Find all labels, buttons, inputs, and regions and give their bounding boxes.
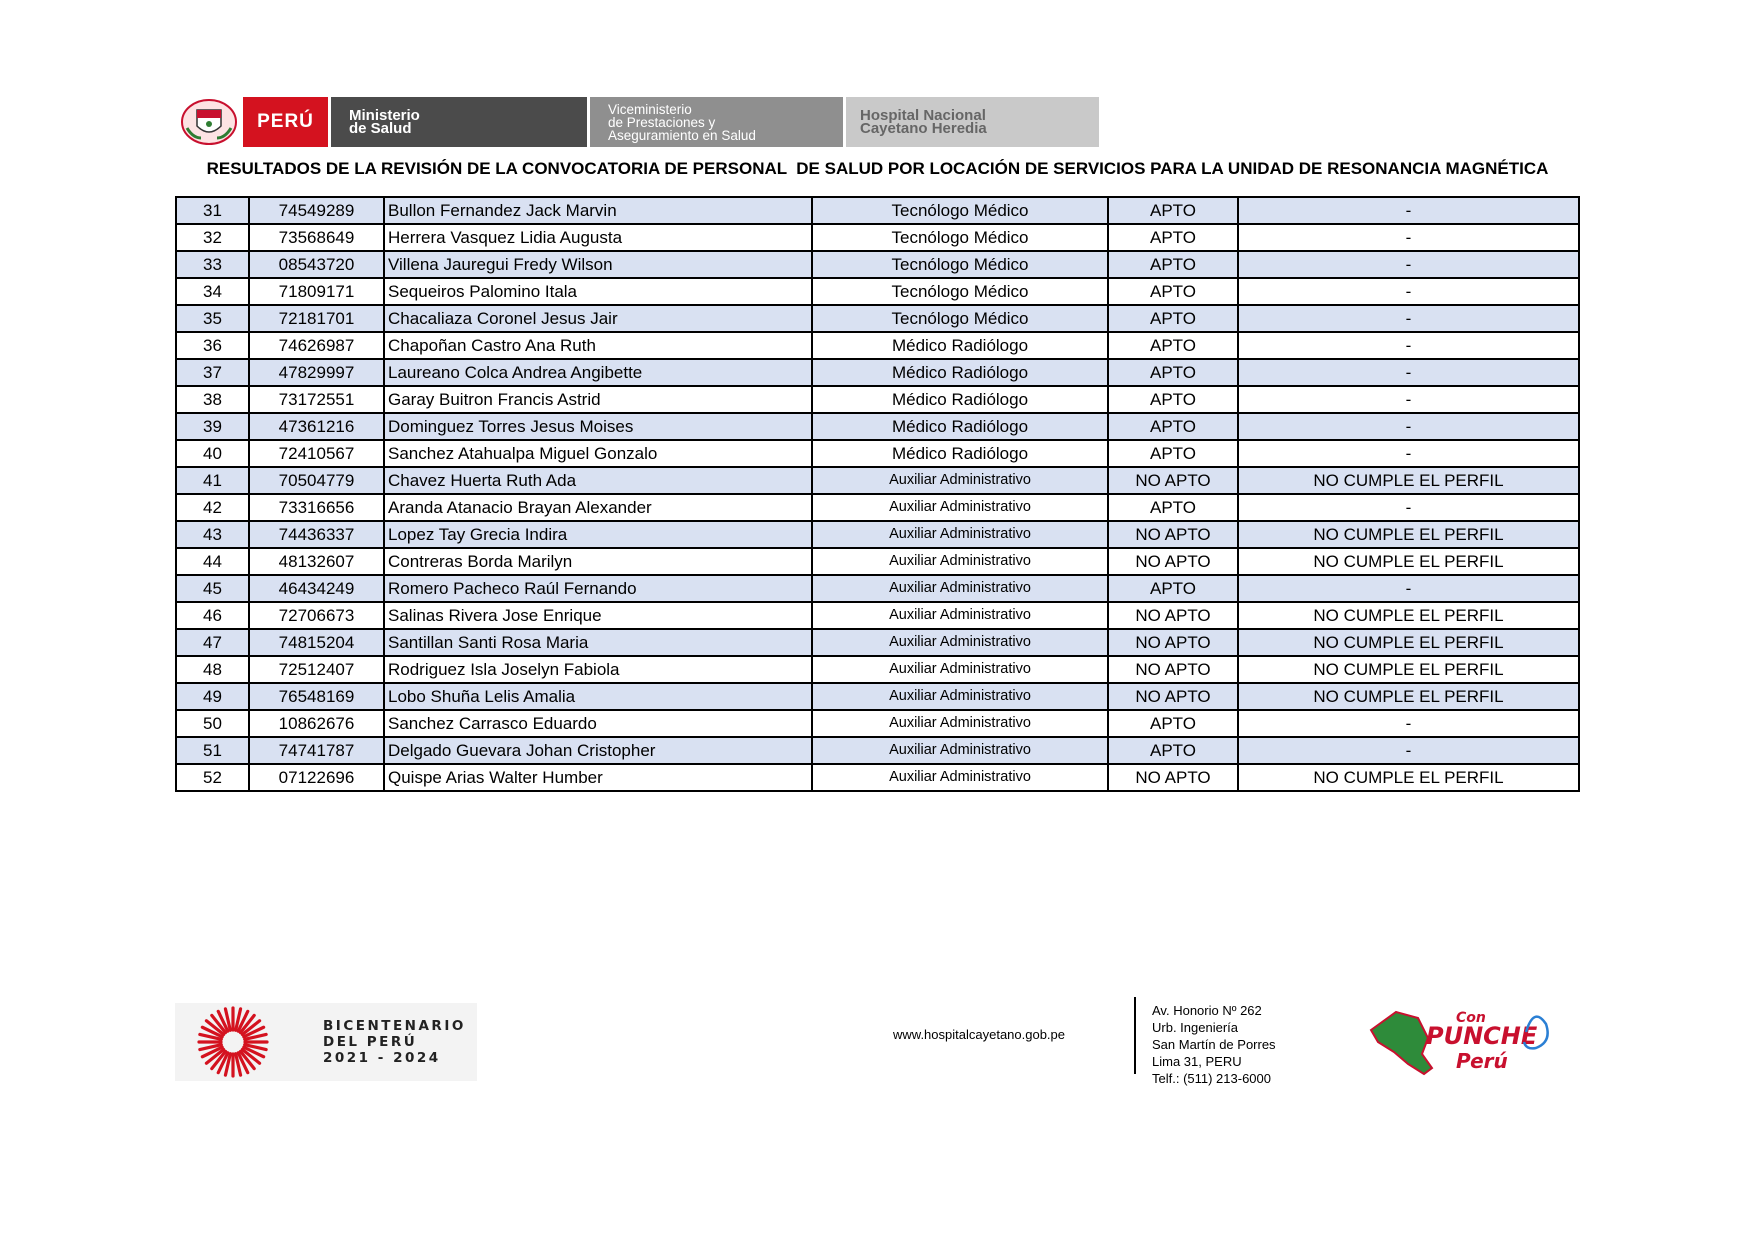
name-cell: Salinas Rivera Jose Enrique [384,602,812,629]
name-cell: Lopez Tay Grecia Indira [384,521,812,548]
dni-cell: 74549289 [249,197,384,224]
row-number: 34 [176,278,249,305]
row-number: 42 [176,494,249,521]
name-cell: Chapoñan Castro Ana Ruth [384,332,812,359]
profession-cell: Auxiliar Administrativo [812,575,1108,602]
address-block [1152,1002,1276,1087]
profession-cell: Auxiliar Administrativo [812,602,1108,629]
profession-cell: Auxiliar Administrativo [812,494,1108,521]
dni-cell: 74815204 [249,629,384,656]
dni-cell: 71809171 [249,278,384,305]
table-row [176,602,1579,629]
peru-map-icon [1371,1012,1432,1074]
address-line1: Av. Honorio Nº 262 [1152,1003,1262,1018]
punche-line1: Con [1456,1010,1486,1026]
peru-label: PERÚ [257,111,314,132]
result-cell: APTO [1108,332,1238,359]
observation-cell: - [1238,413,1579,440]
ministry-badge [331,97,587,147]
dni-cell: 73172551 [249,386,384,413]
table-row [176,683,1579,710]
profession-cell: Auxiliar Administrativo [812,764,1108,791]
row-number: 36 [176,332,249,359]
name-cell: Dominguez Torres Jesus Moises [384,413,812,440]
result-cell: NO APTO [1108,602,1238,629]
name-cell: Quispe Arias Walter Humber [384,764,812,791]
result-cell: APTO [1108,224,1238,251]
table-row [176,386,1579,413]
dni-cell: 74436337 [249,521,384,548]
row-number: 46 [176,602,249,629]
result-cell: APTO [1108,386,1238,413]
profession-cell: Médico Radiólogo [812,332,1108,359]
row-number: 51 [176,737,249,764]
result-cell: NO APTO [1108,683,1238,710]
address-line2: Urb. Ingeniería [1152,1020,1238,1035]
result-cell: APTO [1108,305,1238,332]
dni-cell: 47361216 [249,413,384,440]
row-number: 52 [176,764,249,791]
table-row [176,764,1579,791]
table-row [176,629,1579,656]
table-row [176,251,1579,278]
address-line4: Lima 31, PERU [1152,1054,1242,1069]
profession-cell: Médico Radiólogo [812,440,1108,467]
bicentenario-line1: BICENTENARIO [323,1018,466,1034]
table-row [176,413,1579,440]
result-cell: APTO [1108,710,1238,737]
name-cell: Chacaliaza Coronel Jesus Jair [384,305,812,332]
table-row [176,197,1579,224]
results-table-body [176,197,1579,791]
result-cell: APTO [1108,359,1238,386]
table-row [176,521,1579,548]
result-cell: NO APTO [1108,521,1238,548]
profession-cell: Tecnólogo Médico [812,305,1108,332]
name-cell: Laureano Colca Andrea Angibette [384,359,812,386]
dni-cell: 10862676 [249,710,384,737]
profession-cell: Médico Radiólogo [812,413,1108,440]
row-number: 33 [176,251,249,278]
footer-divider [1134,997,1136,1074]
profession-cell: Tecnólogo Médico [812,251,1108,278]
result-cell: NO APTO [1108,656,1238,683]
result-cell: NO APTO [1108,629,1238,656]
name-cell: Romero Pacheco Raúl Fernando [384,575,812,602]
row-number: 48 [176,656,249,683]
name-cell: Lobo Shuña Lelis Amalia [384,683,812,710]
result-cell: APTO [1108,278,1238,305]
con-punche-peru-logo [1366,1002,1556,1082]
row-number: 41 [176,467,249,494]
name-cell: Sequeiros Palomino Itala [384,278,812,305]
profession-cell: Auxiliar Administrativo [812,683,1108,710]
result-cell: APTO [1108,737,1238,764]
result-cell: NO APTO [1108,548,1238,575]
observation-cell: - [1238,575,1579,602]
dni-cell: 46434249 [249,575,384,602]
row-number: 32 [176,224,249,251]
row-number: 37 [176,359,249,386]
observation-cell: NO CUMPLE EL PERFIL [1238,548,1579,575]
row-number: 45 [176,575,249,602]
observation-cell: - [1238,197,1579,224]
profession-cell: Tecnólogo Médico [812,278,1108,305]
result-cell: APTO [1108,494,1238,521]
profession-cell: Auxiliar Administrativo [812,656,1108,683]
table-row [176,440,1579,467]
hospital-line2: Cayetano Heredia [860,120,987,137]
bicentenario-line3: 2021 - 2024 [323,1050,441,1066]
profession-cell: Auxiliar Administrativo [812,467,1108,494]
row-number: 35 [176,305,249,332]
dni-cell: 72512407 [249,656,384,683]
row-number: 44 [176,548,249,575]
name-cell: Delgado Guevara Johan Cristopher [384,737,812,764]
table-row [176,359,1579,386]
document-title: RESULTADOS DE LA REVISIÓN DE LA CONVOCATORIA DE PERSONAL DE SALUD POR LOCACIÓN DE SERVICIOS PARA LA UNIDAD DE RESONANCIA MAGNÉTICA [206,159,1549,178]
observation-cell: NO CUMPLE EL PERFIL [1238,764,1579,791]
observation-cell: - [1238,332,1579,359]
dni-cell: 73316656 [249,494,384,521]
profession-cell: Médico Radiólogo [812,386,1108,413]
observation-cell: - [1238,737,1579,764]
profession-cell: Auxiliar Administrativo [812,710,1108,737]
observation-cell: NO CUMPLE EL PERFIL [1238,521,1579,548]
punche-line3: Perú [1456,1049,1508,1073]
name-cell: Villena Jauregui Fredy Wilson [384,251,812,278]
website-link[interactable]: www.hospitalcayetano.gob.pe [893,1027,1066,1042]
name-cell: Rodriguez Isla Joselyn Fabiola [384,656,812,683]
bicentenario-logo [175,1003,477,1081]
name-cell: Herrera Vasquez Lidia Augusta [384,224,812,251]
ministry-line2: de Salud [349,120,412,137]
name-cell: Garay Buitron Francis Astrid [384,386,812,413]
result-cell: APTO [1108,251,1238,278]
dni-cell: 74626987 [249,332,384,359]
profession-cell: Auxiliar Administrativo [812,548,1108,575]
ministry-line1: Ministerio [349,107,420,124]
row-number: 39 [176,413,249,440]
profession-cell: Auxiliar Administrativo [812,521,1108,548]
result-cell: NO APTO [1108,467,1238,494]
dni-cell: 07122696 [249,764,384,791]
profession-cell: Tecnólogo Médico [812,197,1108,224]
result-cell: APTO [1108,413,1238,440]
table-row [176,575,1579,602]
vice-line1: Viceministerio [608,101,692,117]
dni-cell: 72181701 [249,305,384,332]
hospital-line1: Hospital Nacional [860,107,986,124]
row-number: 31 [176,197,249,224]
row-number: 38 [176,386,249,413]
name-cell: Sanchez Carrasco Eduardo [384,710,812,737]
profession-cell: Médico Radiólogo [812,359,1108,386]
bicentenario-sun-icon [175,1003,315,1081]
dni-cell: 76548169 [249,683,384,710]
profession-cell: Tecnólogo Médico [812,224,1108,251]
profession-cell: Auxiliar Administrativo [812,737,1108,764]
table-row [176,737,1579,764]
table-row [176,656,1579,683]
name-cell: Aranda Atanacio Brayan Alexander [384,494,812,521]
table-row [176,224,1579,251]
profession-cell: Auxiliar Administrativo [812,629,1108,656]
name-cell: Contreras Borda Marilyn [384,548,812,575]
peru-badge [243,97,328,147]
table-row [176,548,1579,575]
observation-cell: - [1238,440,1579,467]
header-logos [175,97,1099,147]
name-cell: Chavez Huerta Ruth Ada [384,467,812,494]
dni-cell: 72410567 [249,440,384,467]
table-row [176,332,1579,359]
observation-cell: NO CUMPLE EL PERFIL [1238,656,1579,683]
table-row [176,494,1579,521]
name-cell: Santillan Santi Rosa Maria [384,629,812,656]
dni-cell: 73568649 [249,224,384,251]
table-row [176,467,1579,494]
observation-cell: NO CUMPLE EL PERFIL [1238,629,1579,656]
vice-line2: de Prestaciones y [608,114,716,130]
row-number: 50 [176,710,249,737]
row-number: 40 [176,440,249,467]
dni-cell: 74741787 [249,737,384,764]
table-row [176,710,1579,737]
dni-cell: 70504779 [249,467,384,494]
observation-cell: - [1238,494,1579,521]
address-line5: Telf.: (511) 213-6000 [1152,1071,1271,1086]
dni-cell: 47829997 [249,359,384,386]
bicentenario-line2: DEL PERÚ [323,1034,418,1050]
dni-cell: 48132607 [249,548,384,575]
result-cell: APTO [1108,440,1238,467]
table-row [176,305,1579,332]
row-number: 49 [176,683,249,710]
observation-cell: - [1238,359,1579,386]
dni-cell: 08543720 [249,251,384,278]
observation-cell: - [1238,278,1579,305]
punche-line2: PUNCHE [1426,1022,1538,1050]
dni-cell: 72706673 [249,602,384,629]
table-row [176,278,1579,305]
address-line3: San Martín de Porres [1152,1037,1276,1052]
observation-cell: NO CUMPLE EL PERFIL [1238,683,1579,710]
observation-cell: NO CUMPLE EL PERFIL [1238,602,1579,629]
results-table [175,196,1580,792]
row-number: 43 [176,521,249,548]
hospital-badge [846,97,1099,147]
vice-line3: Aseguramiento en Salud [608,127,756,143]
name-cell: Sanchez Atahualpa Miguel Gonzalo [384,440,812,467]
observation-cell: - [1238,386,1579,413]
observation-cell: NO CUMPLE EL PERFIL [1238,467,1579,494]
result-cell: APTO [1108,197,1238,224]
observation-cell: - [1238,305,1579,332]
observation-cell: - [1238,710,1579,737]
row-number: 47 [176,629,249,656]
viceministry-badge [590,97,843,147]
name-cell: Bullon Fernandez Jack Marvin [384,197,812,224]
observation-cell: - [1238,224,1579,251]
result-cell: NO APTO [1108,764,1238,791]
result-cell: APTO [1108,575,1238,602]
observation-cell: - [1238,251,1579,278]
coat-of-arms-icon [175,97,243,147]
